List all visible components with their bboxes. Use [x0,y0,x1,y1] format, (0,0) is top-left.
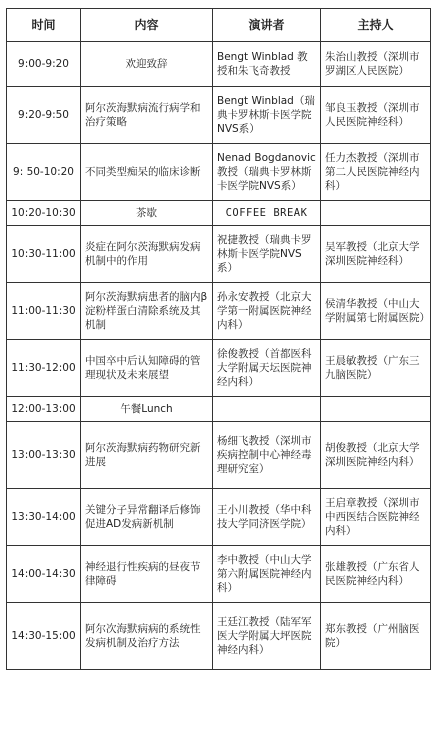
time-cell: 12:00-13:00 [7,397,81,422]
speaker-cell: 李中教授（中山大学第六附属医院神经内科） [213,546,321,603]
content-cell: 阿尔茨海默病患者的脑内β淀粉样蛋白清除系统及其机制 [81,283,213,340]
speaker-cell [213,397,321,422]
host-cell: 朱治山教授（深圳市罗湖区人民医院） [321,42,431,87]
speaker-cell: 王廷江教授（陆军军医大学附属大坪医院神经内科） [213,603,321,670]
table-row [7,42,431,87]
speaker-cell: Bengt Winblad 教授和朱飞奇教授 [213,42,321,87]
content-cell: 炎症在阿尔茨海默病发病机制中的作用 [81,226,213,283]
speaker-cell: COFFEE BREAK [213,201,321,226]
speaker-cell: 王小川教授（华中科技大学同济医学院） [213,489,321,546]
host-cell: 王晨敏教授（广东三九脑医院） [321,340,431,397]
time-cell: 10:20-10:30 [7,201,81,226]
header-time: 时间 [7,9,81,42]
time-cell: 14:30-15:00 [7,603,81,670]
host-cell [321,201,431,226]
speaker-cell: Nenad Bogdanovic教授（瑞典卡罗林斯卡医学院NVS系） [213,144,321,201]
host-cell [321,397,431,422]
time-cell: 13:00-13:30 [7,422,81,489]
host-cell: 任力杰教授（深圳市第二人民医院神经内科） [321,144,431,201]
table-row [7,397,431,422]
content-cell: 不同类型痴呆的临床诊断 [81,144,213,201]
host-cell: 张雄教授（广东省人民医院神经内科） [321,546,431,603]
speaker-cell: 孙永安教授（北京大学第一附属医院神经内科） [213,283,321,340]
table-row [7,87,431,144]
content-cell: 神经退行性疾病的昼夜节律障碍 [81,546,213,603]
time-cell: 9:20-9:50 [7,87,81,144]
speaker-cell: Bengt Winblad（瑞典卡罗林斯卡医学院NVS系） [213,87,321,144]
content-cell: 阿尔茨海默病药物研究新进展 [81,422,213,489]
host-cell: 郑东教授（广州脑医院） [321,603,431,670]
table-row [7,340,431,397]
header-content: 内容 [81,9,213,42]
table-row [7,489,431,546]
host-cell: 吴军教授（北京大学深圳医院神经科） [321,226,431,283]
table-row [7,283,431,340]
time-cell: 11:00-11:30 [7,283,81,340]
host-cell: 王启章教授（深圳市中西医结合医院神经内科） [321,489,431,546]
content-cell: 午餐Lunch [81,397,213,422]
speaker-cell: 徐俊教授（首都医科大学附属天坛医院神经内科） [213,340,321,397]
header-row [7,9,431,42]
table-row [7,226,431,283]
content-cell: 阿尔次海默病病的系统性发病机制及治疗方法 [81,603,213,670]
table-row [7,546,431,603]
content-cell: 茶歇 [81,201,213,226]
speaker-cell: 杨细飞教授（深圳市疾病控制中心神经毒理研究室） [213,422,321,489]
schedule-table [6,8,431,670]
table-row [7,422,431,489]
content-cell: 阿尔茨海默病流行病学和治疗策略 [81,87,213,144]
table-row [7,201,431,226]
host-cell: 胡俊教授（北京大学深圳医院神经内科） [321,422,431,489]
table-row [7,144,431,201]
content-cell: 中国卒中后认知障碍的管理现状及未来展望 [81,340,213,397]
header-speaker: 演讲者 [213,9,321,42]
content-cell: 关键分子异常翻译后修饰促进AD发病新机制 [81,489,213,546]
time-cell: 10:30-11:00 [7,226,81,283]
time-cell: 9:00-9:20 [7,42,81,87]
time-cell: 9: 50-10:20 [7,144,81,201]
time-cell: 13:30-14:00 [7,489,81,546]
time-cell: 11:30-12:00 [7,340,81,397]
header-host: 主持人 [321,9,431,42]
speaker-cell: 祝捷教授（瑞典卡罗林斯卡医学院NVS系） [213,226,321,283]
host-cell: 侯清华教授（中山大学附属第七附属医院） [321,283,431,340]
table-row [7,603,431,670]
time-cell: 14:00-14:30 [7,546,81,603]
content-cell: 欢迎致辞 [81,42,213,87]
host-cell: 邹良玉教授（深圳市人民医院神经科） [321,87,431,144]
